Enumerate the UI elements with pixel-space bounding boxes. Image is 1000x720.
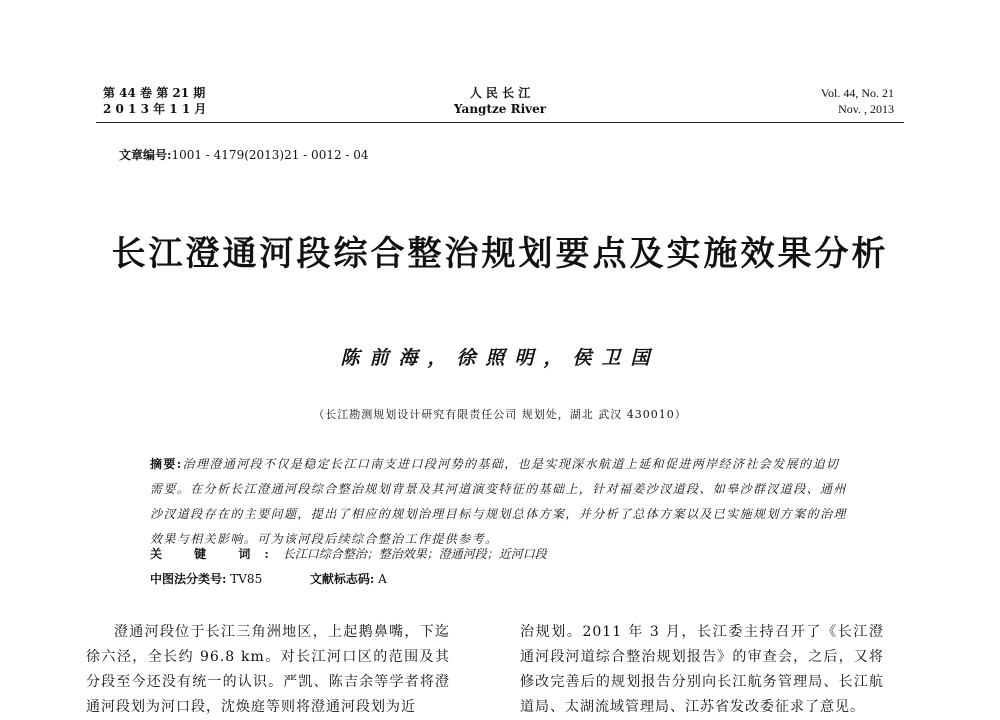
keywords-text: 长江口综合整治；整治效果；澄通河段；近河口段	[282, 547, 547, 561]
body-left-column: 澄通河段位于长江三角洲地区，上起鹅鼻嘴，下迄徐六泾，全长约 96.8 km。对长江河口区的范围及其分段至今还没有统一的认识。严凯、陈吉余等学者将澄通河段划为河口段，沈焕庭等则将澄通河段划为近	[86, 624, 450, 715]
article-number	[119, 146, 369, 163]
header-divider	[96, 122, 904, 123]
journal-name-cn: 人 民 长 江	[469, 86, 531, 100]
article-number-value: 1001 - 4179(2013)21 - 0012 - 04	[171, 148, 369, 162]
volume-issue-cn: 第 44 卷 第 21 期	[103, 86, 206, 100]
journal-name-en: Yangtze River	[453, 102, 547, 116]
affiliation: （长江勘测规划设计研究有限责任公司 规划处，湖北 武汉 430010）	[313, 408, 687, 421]
authors: 陈前海，徐照明，侯卫国	[340, 347, 660, 369]
volume-issue-en: Vol. 44, No. 21	[820, 86, 894, 100]
doc-code-label: 文献标志码:	[309, 572, 375, 586]
doc-code-value: A	[378, 572, 387, 586]
abstract-text: 治理澄通河段不仅是稳定长江口南支进口段河势的基础，也是实现深水航道上延和促进两岸经济社会发展的迫切需要。在分析长江澄通河段综合整治规划背景及其河道演变特征的基础上，针对福姜沙汊道段、如皋沙群汊道段、通州沙汊道段存在的主要问题，提出了相应的规划治理目标与规划总体方案，并分析了总体方案以及已实施规划方案的治理效果与相关影响。可为该河段后续综合整治工作提供参考。	[150, 457, 847, 546]
clc-label: 中图法分类号:	[150, 572, 227, 586]
date-cn: 2 0 1 3 年 1 1 月	[103, 102, 207, 116]
keywords-label: 关 键 词:	[150, 547, 283, 561]
keywords	[150, 545, 547, 562]
paper-title: 长江澄通河段综合整治规划要点及实施效果分析	[111, 234, 889, 274]
abstract-label: 摘要:	[150, 457, 183, 471]
body-right-column: 治规划。2011 年 3 月，长江委主持召开了《长江澄通河段河道综合整治规划报告》的审查会，之后，又将修改完善后的规划报告分别向长江航务管理局、长江航道局、太湖流域管理局、江苏省发改委征求了意见。	[520, 624, 884, 715]
date-en: Nov. , 2013	[838, 102, 894, 116]
clc-value: TV85	[230, 572, 263, 586]
article-number-label: 文章编号:	[119, 148, 172, 162]
journal-volume-en	[821, 85, 894, 117]
classification	[150, 570, 387, 587]
abstract	[150, 452, 850, 552]
